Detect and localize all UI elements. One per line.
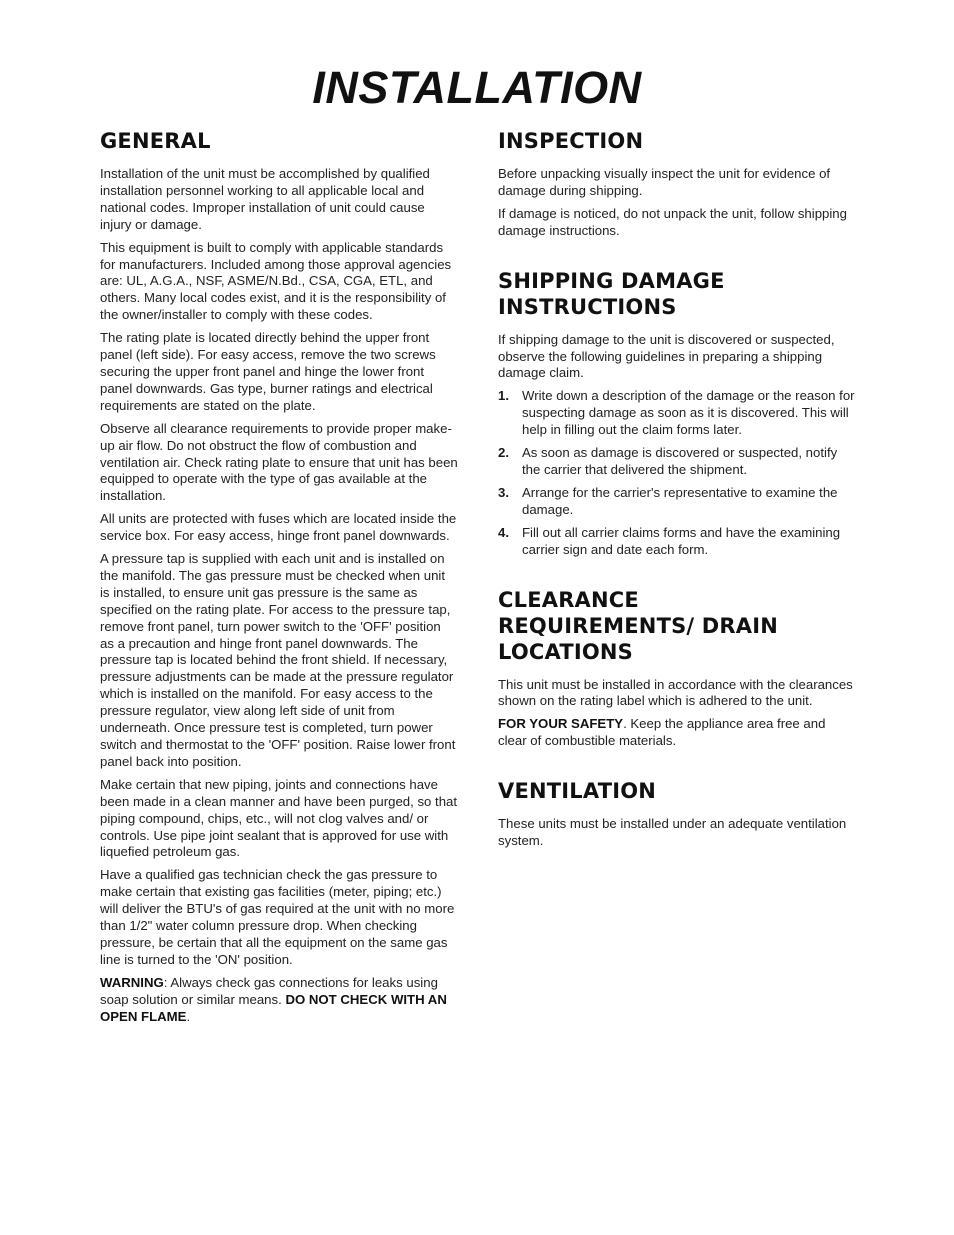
- warning-paragraph: [100, 975, 458, 1026]
- clearance-paragraph: This unit must be installed in accordance with the clearances shown on the rating label which is adhered to the unit.: [498, 676, 853, 709]
- general-heading: GENERAL: [100, 129, 211, 153]
- ventilation-paragraph: These units must be installed under an adequate ventilation system.: [498, 816, 847, 849]
- shipping-heading-line2: INSTRUCTIONS: [498, 294, 677, 319]
- warning-label: WARNING: [100, 974, 164, 990]
- general-paragraph: A pressure tap is supplied with each unit and is installed on the manifold. The gas pressure must be checked when unit is installed, to ensure unit gas pressure is the same as specified on the rating plate. For access to the pressure tap, remove front panel, turn power switch to the 'OFF' position as a precaution and hinge front panel downwards. The pressure tap is located behind the front shield. If necessary, pressure adjustments can be made at the pressure regulator which is installed on the manifold. For easy access to the pressure regulator, view along left side of unit from underneath. Once pressure test is completed, turn power switch and thermostat to the 'OFF' position. Raise lower front panel back into position.: [100, 551, 456, 769]
- warning-text: : Always check gas connections for leaks using soap solution or similar means.: [100, 974, 438, 1007]
- step-number: 2.: [498, 445, 509, 461]
- clearance-heading-line1: CLEARANCE: [498, 587, 639, 612]
- inspection-heading: INSPECTION: [498, 129, 644, 153]
- inspection-paragraph: Before unpacking visually inspect the unit for evidence of damage during shipping.: [498, 166, 831, 198]
- shipping-intro: If shipping damage to the unit is discovered or suspected, observe the following guidelines in preparing a shipping damage claim.: [498, 331, 835, 381]
- general-paragraph: Installation of the unit must be accomplished by qualified installation personnel working to all applicable local and national codes. Improper installation of unit could cause injury or damage.: [100, 166, 430, 232]
- step-text: Arrange for the carrier's representative to examine the damage.: [522, 484, 838, 517]
- ventilation-heading: VENTILATION: [498, 779, 657, 804]
- warning-emphasis: DO NOT CHECK WITH AN OPEN FLAME: [100, 991, 447, 1024]
- shipping-damage-section: [498, 268, 856, 559]
- clearance-heading-line3: LOCATIONS: [498, 639, 634, 664]
- general-paragraph: All units are protected with fuses which are located inside the service box. For easy access, hinge front panel downwards.: [100, 511, 457, 544]
- shipping-damage-heading: [498, 268, 856, 320]
- safety-text: . Keep the appliance area free and clear of combustible materials.: [498, 716, 826, 749]
- list-item: [498, 445, 856, 479]
- shipping-steps-list: [498, 388, 856, 558]
- list-item: [498, 485, 856, 519]
- clearance-heading: [498, 587, 856, 665]
- step-text: As soon as damage is discovered or suspected, notify the carrier that delivered the shipment.: [522, 445, 838, 477]
- safety-label: FOR YOUR SAFETY: [498, 716, 624, 732]
- clearance-heading-line2: REQUIREMENTS/ DRAIN: [498, 613, 779, 638]
- general-paragraph: Make certain that new piping, joints and connections have been made in a clean manner and have been purged, so that piping compound, chips, etc., will not clog valves and/ or controls. Use pipe joint sealant that is approved for use with liquefied petroleum gas.: [100, 776, 458, 860]
- step-text: Fill out all carrier claims forms and have the examining carrier sign and date each form.: [522, 524, 841, 557]
- warning-end: .: [186, 1008, 191, 1024]
- safety-paragraph: [498, 716, 856, 750]
- general-paragraph: Have a qualified gas technician check the gas pressure to make certain that existing gas facilities (meter, piping; etc.) will deliver the BTU's of gas required at the unit with no more than 1/2" water column pressure drop. When checking pressure, be certain that all the equipment on the same gas line is turned to the 'ON' position.: [100, 867, 455, 967]
- right-column: [498, 128, 856, 878]
- shipping-heading-line1: SHIPPING DAMAGE: [498, 268, 725, 293]
- page-title: INSTALLATION: [312, 62, 642, 113]
- inspection-section: [498, 128, 856, 240]
- inspection-paragraph: If damage is noticed, do not unpack the unit, follow shipping damage instructions.: [498, 205, 847, 238]
- ventilation-section: [498, 778, 856, 850]
- list-item: [498, 388, 856, 439]
- general-paragraph: This equipment is built to comply with applicable standards for manufacturers. Included among those approval agencies are: UL, A.G.A., NSF, ASME/N.Bd., CSA, CGA, ETL, and others. Many local codes exist, and it is the responsibility of the owner/installer to comply with these codes.: [100, 239, 452, 323]
- step-number: 1.: [498, 388, 509, 404]
- step-text: Write down a description of the damage or the reason for suspecting damage as soon as it is discovered. This will help in filling out the claim forms later.: [522, 388, 855, 438]
- step-number: 3.: [498, 484, 509, 500]
- list-item: [498, 525, 856, 559]
- clearance-section: [498, 587, 856, 751]
- general-paragraph: Observe all clearance requirements to provide proper make-up air flow. Do not obstruct the flow of combustion and ventilation air. Check rating plate to ensure that unit has been equipped to operate with the type of gas available at the installation.: [100, 420, 458, 504]
- step-number: 4.: [498, 524, 509, 540]
- left-column: [100, 128, 458, 1054]
- general-paragraph: The rating plate is located directly behind the upper front panel (left side). For easy access, remove the two screws securing the upper front panel and hinge the lower front panel downwards. Gas type, burner ratings and electrical requirements are stated on the plate.: [100, 330, 436, 413]
- general-section: [100, 128, 458, 1026]
